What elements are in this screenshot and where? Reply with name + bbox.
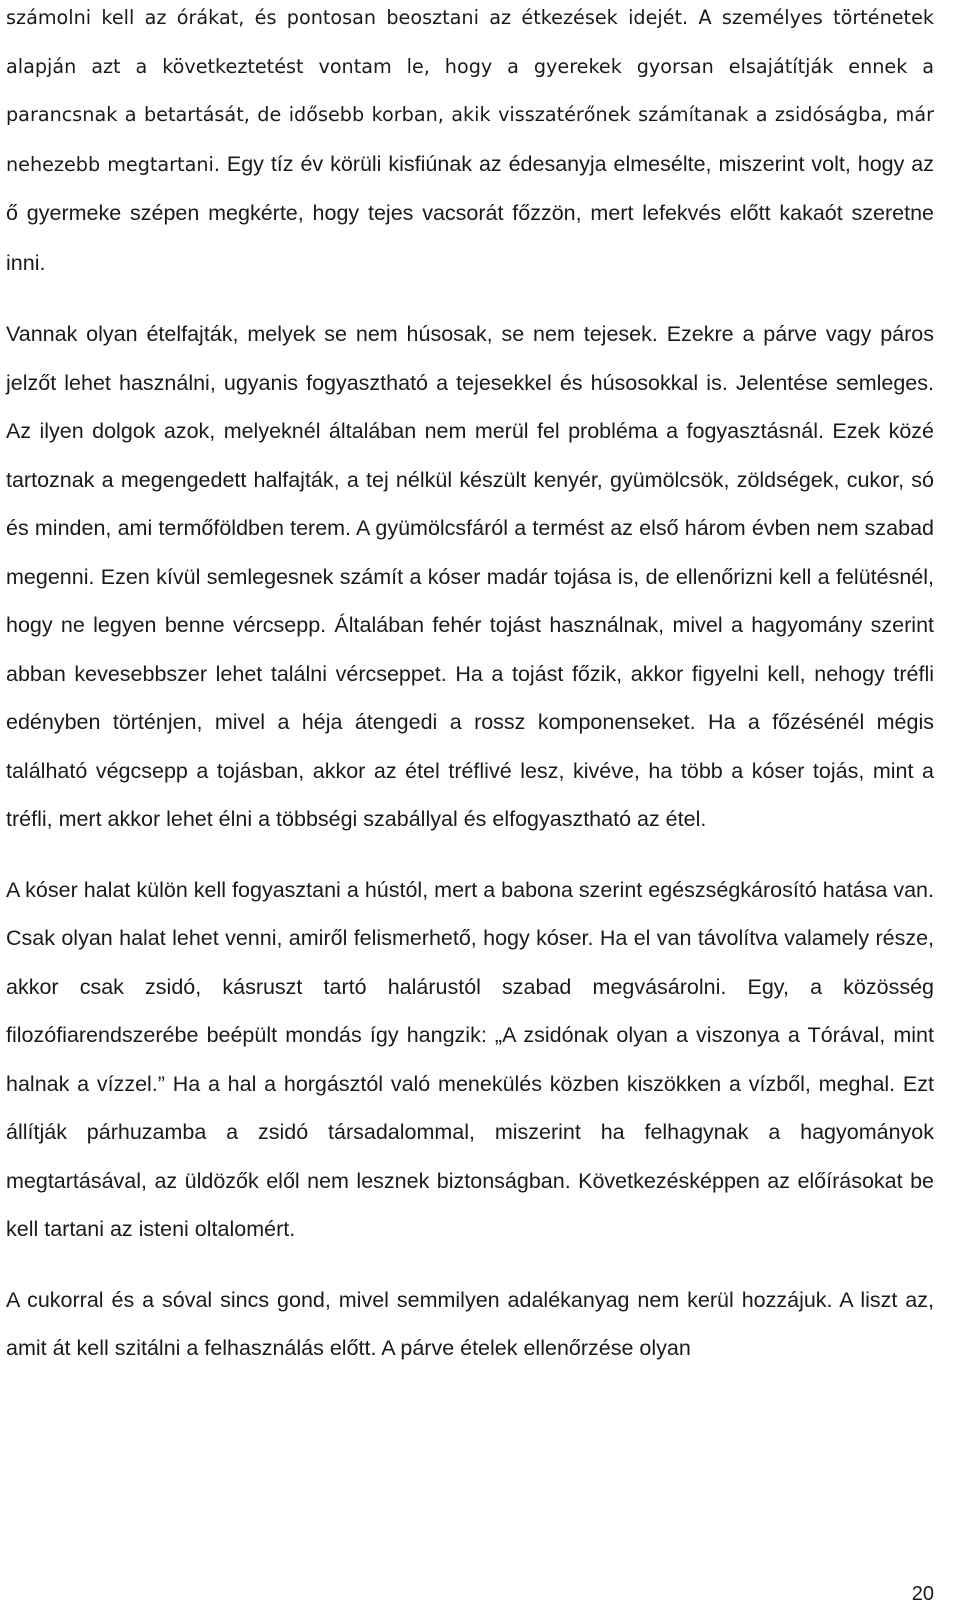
- paragraph-spacer: [6, 844, 934, 866]
- paragraph-2: Vannak olyan ételfajták, melyek se nem húsosak, se nem tejesek. Ezekre a párve vagy páros jelzőt lehet használni, ugyanis fogyasztható a tejesekkel és húsosokkal is. Jelentése semleges. Az ilyen dolgok azok, melyeknél általában nem merül fel probléma a fogyasztásnál. Ezek közé tartoznak a megengedett halfajták, a tej nélkül készült kenyér, gyümölcsök, zöldségek, cukor, só és minden, ami termőföldben terem. A gyümölcsfáról a termést az első három évben nem szabad megenni. Ezen kívül semlegesnek számít a kóser madár tojása is, de ellenőrizni kell a felütésnél, hogy ne legyen benne vércsepp. Általában fehér tojást használnak, mivel a hagyomány szerint abban kevesebbszer lehet találni vércseppet. Ha a tojást főzik, akkor figyelni kell, nehogy tréfli edényben történjen, mivel a héja átengedi a rossz komponenseket. Ha a főzésénél mégis található végcsepp a tojásban, akkor az étel tréflivé lesz, kivéve, ha több a kóser tojás, mint a tréfli, mert akkor lehet élni a többségi szabállyal és elfogyasztható az étel.: [6, 322, 934, 831]
- paragraph-1-tail-text: Egy tíz év körüli kisfiúnak az édesanyja elmesélte, miszerint volt, hogy az ő gyermeke szépen megkérte, hogy tejes vacsorát főzzön, mert lefekvés előtt kakaót szeretne inni.: [6, 151, 934, 275]
- paragraph-4: A cukorral és a sóval sincs gond, mivel semmilyen adalékanyag nem kerül hozzájuk. A liszt az, amit át kell szitálni a felhasználás előtt. A párve ételek ellenőrzése olyan: [6, 1287, 934, 1360]
- paragraph-1: [6, 0, 934, 288]
- paragraph-spacer: [6, 1254, 934, 1276]
- paragraph-3: A kóser halat külön kell fogyasztani a hústól, mert a babona szerint egészségkárosító hatása van. Csak olyan halat lehet venni, amiről felismerhető, hogy kóser. Ha el van távolítva valamely része, akkor csak zsidó, kásruszt tartó halárustól szabad megvásárolni. Egy, a közösség filozófiarendszerébe beépült mondás így hangzik: „A zsidónak olyan a viszonya a Tórával, mint halnak a vízzel.” Ha a hal a horgásztól való menekülés közben kiszökken a vízből, meghal. Ezt állítják párhuzamba a zsidó társadalommal, miszerint ha felhagynak a hagyományok megtartásával, az üldözők elől nem lesznek biztonságban. Következésképpen az előírásokat be kell tartani az isteni oltalomért.: [6, 877, 934, 1241]
- paragraph-1-lead-text: számolni kell az órákat, és pontosan beosztani az étkezések idejét. A személyes történetek alapján azt a következtetést vontam le, hogy a gyerekek gyorsan elsajátítják ennek a parancsnak a betartását, de idősebb korban, akik visszatérőnek számítanak a zsidóságba, már nehezebb megtartani.: [6, 6, 934, 176]
- paragraph-spacer: [6, 288, 934, 310]
- page-number: 20: [911, 1583, 934, 1605]
- document-page: [6, 0, 934, 1373]
